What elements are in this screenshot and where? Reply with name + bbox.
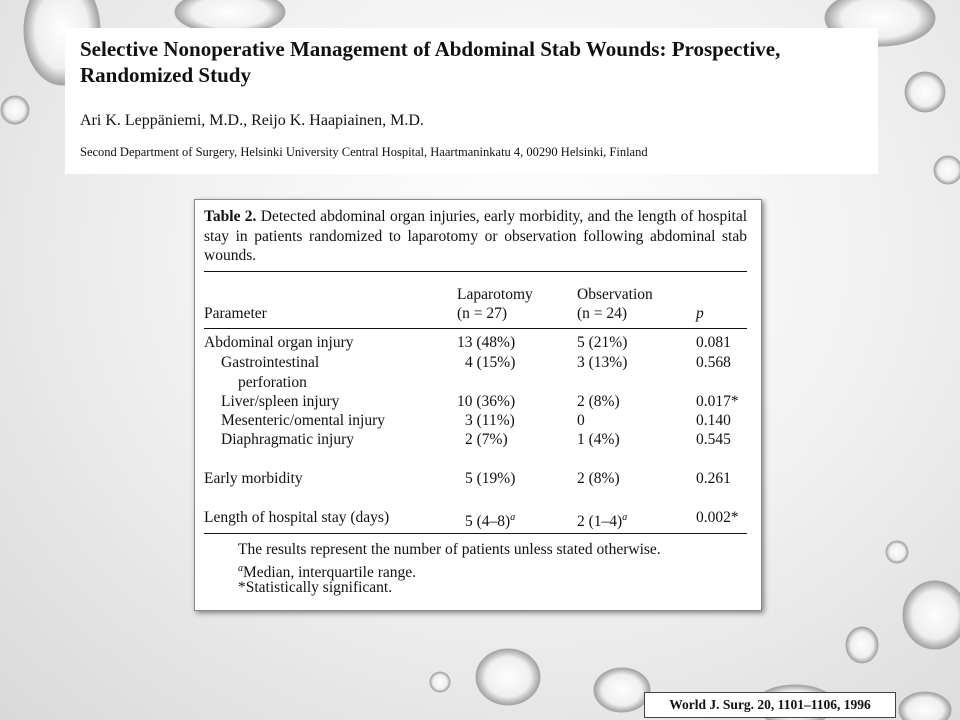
cell-p: 0.545 (696, 431, 731, 448)
table-header-row-1 (195, 285, 761, 305)
cell-parameter: Gastrointestinal (221, 354, 320, 371)
results-table (194, 199, 762, 611)
table-note-text: Median, interquartile range. (243, 564, 417, 582)
cell-laparotomy: 3 (11%) (465, 412, 515, 429)
col-header-laparotomy-n: (n = 27) (457, 305, 508, 322)
col-header-p: p (696, 305, 704, 322)
table-caption-text: Detected abdominal organ injuries, early morbidity, and the length of hospital stay in patients randomized to laparotomy or observation following abdominal stab wounds. (204, 208, 748, 264)
article-affiliation: Second Department of Surgery, Helsinki University Central Hospital, Haartmaninkatu 4, 00290 Helsinki, Finland (80, 145, 648, 159)
cell-parameter: Length of hospital stay (days) (204, 509, 390, 526)
footnote-marker: a (238, 563, 243, 574)
cell-parameter: Abdominal organ injury (204, 334, 354, 351)
cell-laparotomy: 5 (19%) (465, 470, 516, 487)
cell-laparotomy (465, 508, 515, 531)
table-row (195, 430, 761, 450)
table-bottom-rule (204, 533, 747, 534)
cell-p: 0.140 (696, 412, 731, 429)
table-top-rule (204, 271, 747, 272)
cell-laparotomy-value: 5 (4–8) (465, 513, 511, 531)
col-header-observation: Observation (577, 286, 653, 303)
cell-parameter: perforation (238, 374, 307, 391)
cell-p: 0.081 (696, 334, 731, 351)
cell-parameter: Mesenteric/omental injury (221, 412, 385, 429)
col-header-observation-n: (n = 24) (577, 305, 628, 322)
cell-p: 0.261 (696, 470, 731, 487)
cell-parameter: Liver/spleen injury (221, 393, 340, 410)
cell-laparotomy: 10 (36%) (457, 393, 516, 410)
table-row (195, 508, 761, 531)
table-row (195, 411, 761, 431)
cell-p: 0.017* (696, 393, 739, 410)
cell-observation: 2 (8%) (577, 470, 620, 487)
col-header-parameter: Parameter (204, 305, 267, 322)
table-row (195, 353, 761, 373)
table-caption (204, 207, 747, 266)
cell-observation: 1 (4%) (577, 431, 620, 448)
table-caption-label: Table 2. (204, 208, 257, 225)
cell-parameter: Diaphragmatic injury (221, 431, 354, 448)
table-header-row-2 (195, 304, 761, 324)
table-header-rule (204, 328, 747, 329)
article-header (65, 28, 878, 174)
table-row (195, 392, 761, 412)
cell-laparotomy: 4 (15%) (465, 354, 516, 371)
cell-p: 0.002* (696, 509, 739, 526)
cell-laparotomy: 2 (7%) (465, 431, 508, 448)
cell-observation: 5 (21%) (577, 334, 628, 351)
footnote-marker: a (622, 512, 628, 523)
cell-observation-value: 2 (1–4) (577, 513, 623, 531)
cell-observation: 2 (8%) (577, 393, 620, 410)
cell-parameter: Early morbidity (204, 470, 303, 487)
article-title: Selective Nonoperative Management of Abdominal Stab Wounds: Prospective, Randomized Study (80, 37, 781, 87)
cell-observation (577, 508, 627, 531)
article-authors: Ari K. Leppäniemi, M.D., Reijo K. Haapiainen, M.D. (80, 112, 424, 129)
table-note: *Statistically significant. (238, 579, 393, 596)
table-row (195, 469, 761, 489)
journal-citation: World J. Surg. 20, 1101–1106, 1996 (644, 692, 896, 718)
cell-p: 0.568 (696, 354, 731, 371)
table-row (195, 333, 761, 353)
col-header-laparotomy: Laparotomy (457, 286, 533, 303)
table-row (195, 373, 761, 393)
cell-laparotomy: 13 (48%) (457, 334, 516, 351)
cell-observation: 0 (577, 412, 585, 429)
footnote-marker: a (510, 512, 516, 523)
cell-observation: 3 (13%) (577, 354, 628, 371)
table-note: The results represent the number of patients unless stated otherwise. (238, 541, 661, 558)
